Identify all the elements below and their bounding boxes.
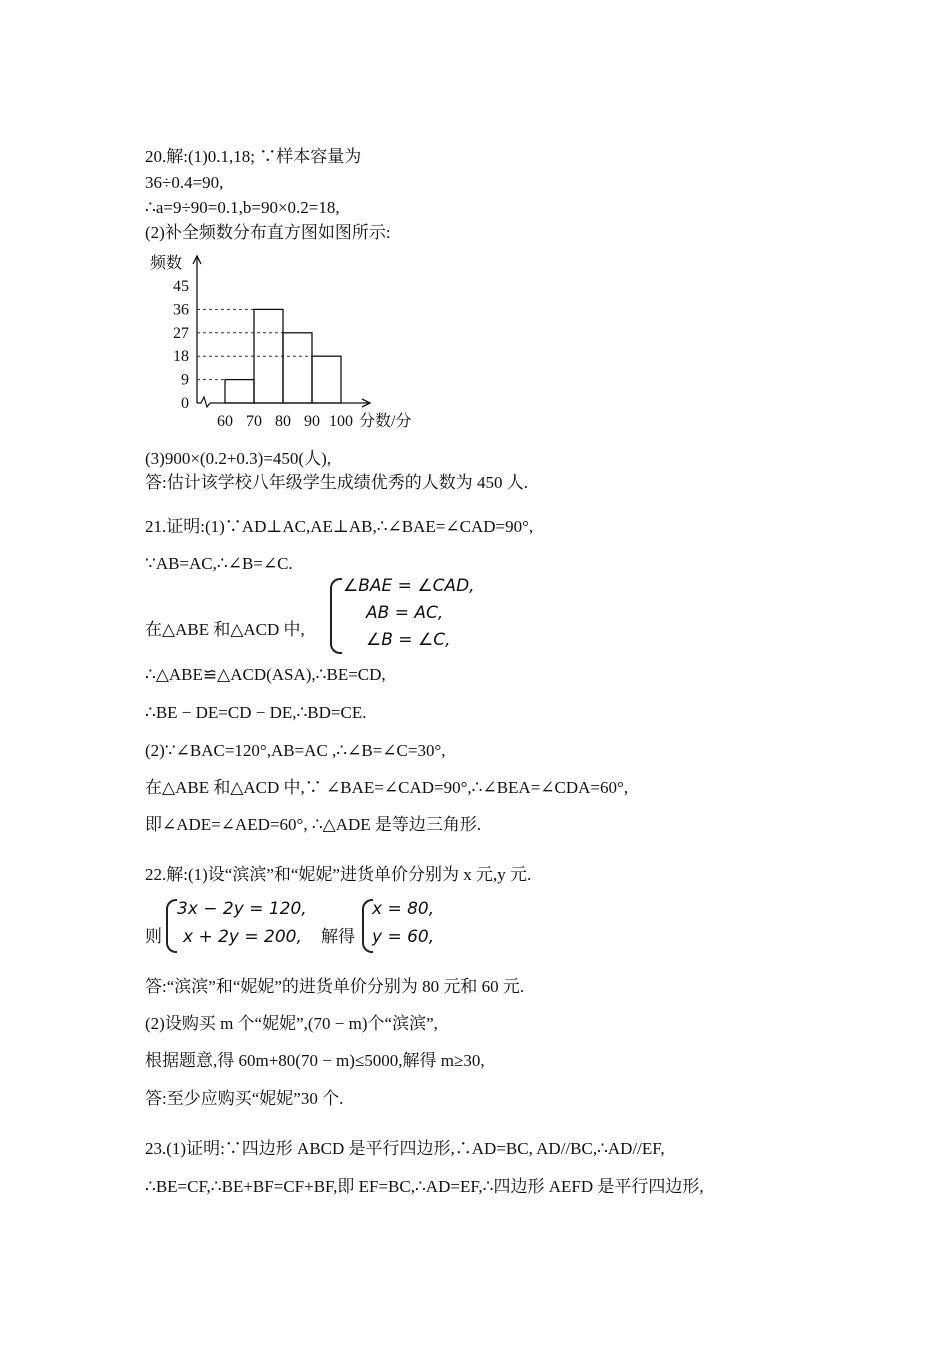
q21-line-4: ∴△ABE≌△ACD(ASA),∴BE=CD, (145, 665, 386, 684)
q21-line-1: 21.证明:(1)∵AD⊥AC,AE⊥AB,∴∠BAE=∠CAD=90°, (145, 517, 534, 536)
q21-line-5: ∴BE − DE=CD − DE,∴BD=CE. (145, 703, 367, 722)
x-tick-label: 100 (329, 413, 353, 430)
q22-brace-1 (166, 899, 177, 953)
q22-then: 则 (145, 927, 162, 946)
histogram-bar (312, 356, 341, 403)
q22-line-4: 根据题意,得 60m+80(70 − m)≤5000,解得 m≥30, (145, 1051, 485, 1070)
y-tick-label: 45 (173, 278, 189, 295)
q21-system-line-1: ∠BAE = ∠CAD, (343, 576, 475, 596)
x-tick-label: 70 (246, 413, 262, 430)
q20-line-3: ∴a=9÷90=0.1,b=90×0.2=18, (145, 198, 340, 217)
q21-line-6: (2)∵∠BAC=120°,AB=AC ,∴∠B=∠C=30°, (145, 741, 446, 760)
histogram-bar (225, 380, 254, 403)
q21-system-line-3: ∠B = ∠C, (366, 630, 451, 650)
y-tick-label: 9 (181, 371, 189, 389)
x-axis-label: 分数/分 (359, 413, 412, 430)
y-tick-label: 18 (173, 348, 189, 366)
q21-line-7: 在△ABE 和△ACD 中,∵ ∠BAE=∠CAD=90°,∴∠BEA=∠CDA=60°, (145, 778, 629, 797)
q20-line-1: 20.解:(1)0.1,18; ∵样本容量为 (145, 147, 362, 166)
x-tick-label: 90 (304, 413, 320, 430)
q20-line-6: 答:估计该学校八年级学生成绩优秀的人数为 450 人. (145, 473, 528, 492)
q21-line-8: 即∠ADE=∠AED=60°, ∴△ADE 是等边三角形. (145, 815, 482, 834)
q21-line-2: ∵AB=AC,∴∠B=∠C. (145, 554, 293, 573)
q22-system1-line-1: 3x − 2y = 120, (177, 899, 307, 919)
q22-solve-label: 解得 (321, 927, 355, 946)
q22-line-5: 答:至少应购买“妮妮”30 个. (145, 1089, 344, 1108)
q22-system2-line-2: y = 60, (372, 927, 435, 947)
q20-line-4: (2)补全频数分布直方图如图所示: (145, 223, 391, 242)
q21-brace (330, 578, 342, 654)
x-tick-label: 60 (217, 413, 233, 430)
y-tick-label: 0 (181, 395, 189, 412)
frequency-histogram (145, 248, 435, 438)
q22-line-1: 22.解:(1)设“滨滨”和“妮妮”进货单价分别为 x 元,y 元. (145, 865, 532, 884)
q23-line-1: 23.(1)证明:∵四边形 ABCD 是平行四边形,∴AD=BC, AD//BC,∴AD//EF, (145, 1139, 665, 1158)
histogram-bar (283, 333, 312, 403)
q22-system1-line-2: x + 2y = 200, (183, 927, 302, 947)
q21-system-line-2: AB = AC, (366, 603, 444, 623)
x-axis-break (197, 397, 210, 407)
q20-line-2: 36÷0.4=90, (145, 173, 224, 192)
q22-line-3: (2)设购买 m 个“妮妮”,(70 − m)个“滨滨”, (145, 1014, 438, 1033)
q22-line-2: 答:“滨滨”和“妮妮”的进货单价分别为 80 元和 60 元. (145, 977, 525, 996)
y-tick-label: 36 (173, 301, 189, 319)
y-tick-label: 27 (173, 324, 189, 342)
x-tick-label: 80 (275, 413, 291, 430)
q21-line-3: 在△ABE 和△ACD 中, (145, 620, 305, 639)
q20-line-5: (3)900×(0.2+0.3)=450(人), (145, 449, 331, 468)
y-axis-label: 频数 (150, 255, 183, 272)
q22-system2-line-1: x = 80, (372, 899, 435, 919)
q23-line-2: ∴BE=CF,∴BE+BF=CF+BF,即 EF=BC,∴AD=EF,∴四边形 AEFD 是平行四边形, (145, 1177, 704, 1196)
